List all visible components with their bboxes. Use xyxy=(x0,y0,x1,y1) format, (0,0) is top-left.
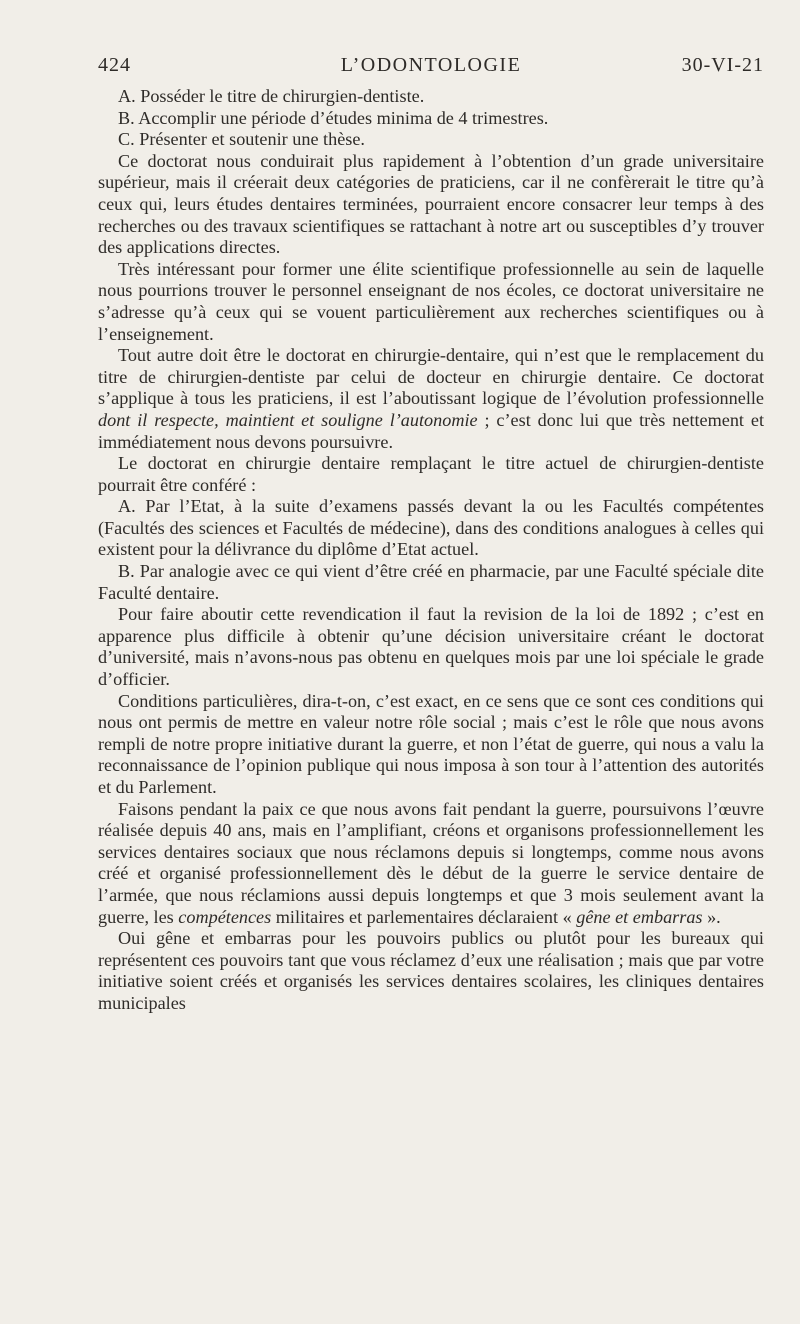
text-run: C. Présenter et soutenir une thèse. xyxy=(118,129,365,150)
italic-text: compétences xyxy=(178,906,272,927)
paragraph-para-7 xyxy=(98,604,764,690)
running-head xyxy=(98,54,764,84)
text-run: Le doctorat en chirurgie dentaire remplaçant le titre actuel de chirurgien-dentiste pourrait être conféré : xyxy=(98,453,764,495)
text-run: ». xyxy=(702,906,721,927)
paragraph-para-4 xyxy=(98,453,764,496)
body-text xyxy=(98,86,764,1015)
paragraph-para-1 xyxy=(98,151,764,259)
paragraph-para-2 xyxy=(98,259,764,345)
paragraph-para-9 xyxy=(98,799,764,929)
paragraph-para-8 xyxy=(98,691,764,799)
text-run: A. Posséder le titre de chirurgien-dentiste. xyxy=(118,86,425,106)
paragraph-item-a xyxy=(98,86,764,108)
text-run: militaires et parlementaires déclaraient « xyxy=(271,906,577,927)
text-run: B. Accomplir une période d’études minima de 4 trimestres. xyxy=(118,107,549,128)
text-run: Ce doctorat nous conduirait plus rapidement à l’obtention d’un grade universitaire supérieur, mais il créerait deux catégories de praticiens, car il ne confèrerait le titre qu’à ceux qui, leurs études dentaires terminées, pourraient encore consacrer leur temps à des recherches ou des travaux scientifiques se rattachant à notre art ou susceptibles d’y trouver des applications directes. xyxy=(98,150,764,258)
text-run: Très intéressant pour former une élite scientifique professionnelle au sein de laquelle nous pourrions trouver le personnel enseignant de nos écoles, ce doctorat universitaire ne s’adresse qu’à ceux qui se vouent particulièrement aux recherches scientifiques ou à l’enseignement. xyxy=(98,258,764,344)
journal-title: L’ODONTOLOGIE xyxy=(340,54,522,76)
page-number: 424 xyxy=(98,54,131,76)
paragraph-para-10 xyxy=(98,928,764,1014)
paragraph-para-6 xyxy=(98,561,764,604)
paragraph-para-3 xyxy=(98,345,764,453)
issue-date: 30-VI-21 xyxy=(681,54,764,76)
italic-text: dont il respecte, maintient et souligne l’autonomie xyxy=(98,409,478,430)
text-run: Conditions particulières, dira-t-on, c’est exact, en ce sens que ce sont ces conditions qui nous ont permis de mettre en valeur notre rôle social ; mais c’est le rôle que nous avons rempli de notre propre initiative durant la guerre, et non l’état de guerre, qui nous a valu la reconnaissance de l’opinion publique qui nous imposa à son tour à l’attention des autorités et du Parlement. xyxy=(98,690,764,797)
text-run: Tout autre doit être le doctorat en chirurgie-dentaire, qui n’est que le remplacement du titre de chirurgien-dentiste par celui de docteur en chirurgie dentaire. Ce doctorat s’applique à tous les praticiens, il est l’aboutissant logique de l’évolution professionnelle xyxy=(98,345,764,409)
text-run: Oui gêne et embarras pour les pouvoirs publics ou plutôt pour les bureaux qui représentent ces pouvoirs tant que vous réclamez d’eux une réalisation ; mais que par votre initiative soient créés et organisés les services dentaires scolaires, les cliniques dentaires municipales xyxy=(98,928,764,1013)
text-run: ; c’est donc lui que très nettement et immédiatement nous devons poursuivre. xyxy=(98,409,764,452)
paragraph-para-5 xyxy=(98,496,764,561)
paragraph-item-b xyxy=(98,108,764,130)
text-run: B. Par analogie avec ce qui vient d’être créé en pharmacie, par une Faculté spéciale dite Faculté dentaire. xyxy=(98,561,764,603)
italic-text: gêne et embarras xyxy=(576,906,703,927)
text-run: Pour faire aboutir cette revendication il faut la revision de la loi de 1892 ; c’est en apparence plus difficile à obtenir qu’une décision universitaire créant le doctorat d’université, mais n’avons-nous pas obtenu en quelques mois par une loi spéciale le grade d’officier. xyxy=(98,604,764,690)
text-run: A. Par l’Etat, à la suite d’examens passés devant la ou les Facultés compétentes (Facultés des sciences et Facultés de médecine), dans des conditions analogues à celles qui existent pour la délivrance du diplôme d’Etat actuel. xyxy=(98,496,764,560)
paragraph-item-c xyxy=(98,129,764,151)
text-run: Faisons pendant la paix ce que nous avons fait pendant la guerre, poursuivons l’œuvre réalisée depuis 40 ans, mais en l’amplifiant, créons et organisons professionnellement les services dentaires sociaux que nous réclamons depuis si longtemps, comme nous avons créé et organisé professionnellement dès le début de la guerre le service dentaire de l’armée, que nous réclamions aussi depuis longtemps et que 3 mois seulement avant la guerre, les xyxy=(98,798,764,927)
